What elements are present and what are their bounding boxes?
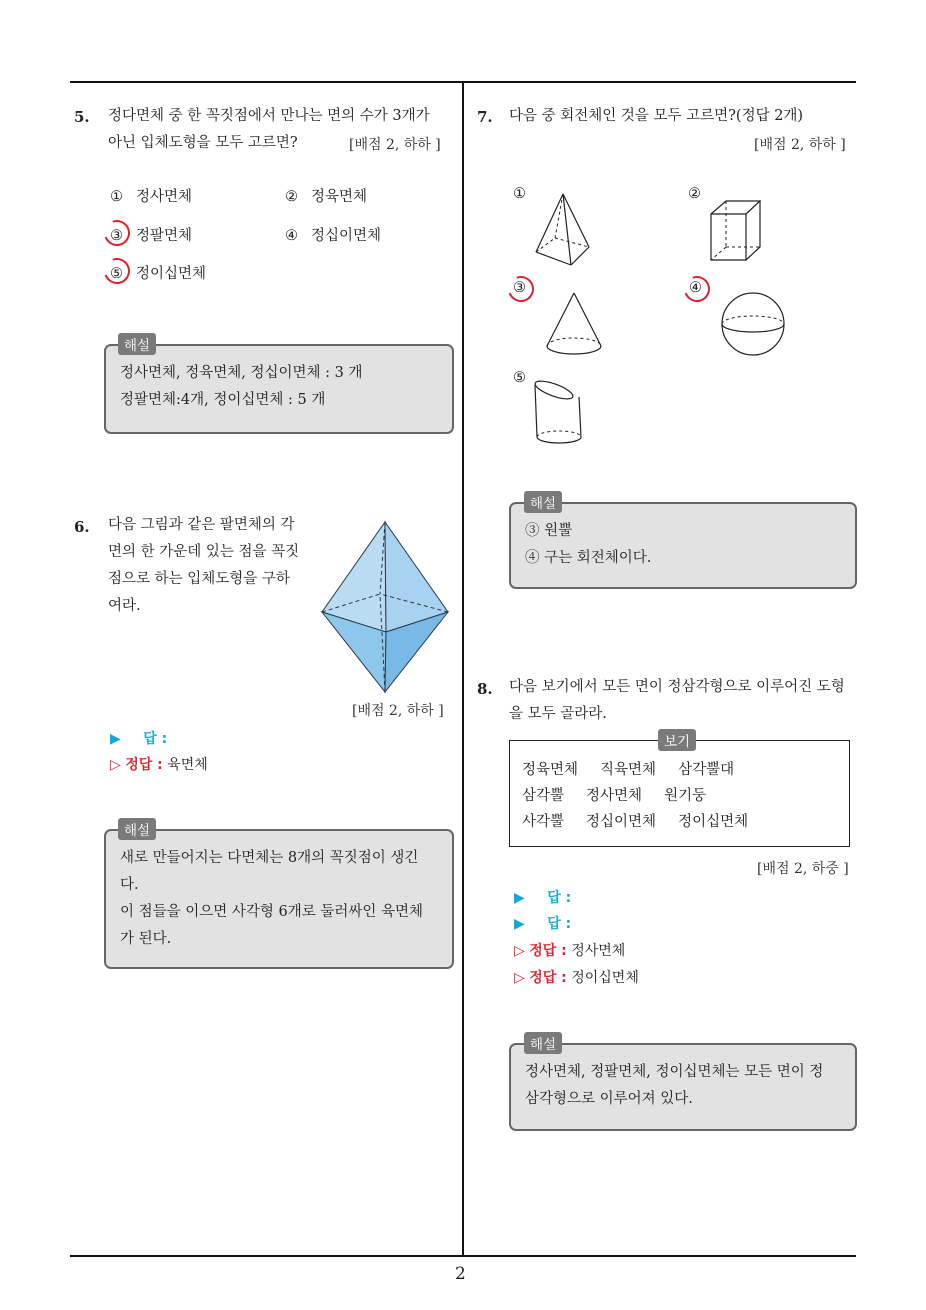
q8-answer-label: 답 : bbox=[547, 916, 572, 932]
q6-correct-label: 정답 : bbox=[125, 757, 163, 773]
q8-text-line1: 다음 보기에서 모든 면이 정삼각형으로 이루어진 도형 bbox=[509, 679, 845, 695]
q8-correct-label: 정답 : bbox=[529, 970, 567, 986]
q7-correct-circle-4 bbox=[680, 272, 715, 307]
q8-answer-row-1 bbox=[514, 887, 571, 907]
bottom-rule bbox=[70, 1255, 856, 1257]
pyramid-figure bbox=[533, 192, 593, 268]
triangle-outline-icon: ▷ bbox=[514, 970, 525, 986]
bogi-item: 정십이면체 bbox=[586, 814, 657, 830]
q8-answer-label: 답 : bbox=[547, 890, 572, 906]
option-mark: ② bbox=[285, 189, 298, 205]
q5-option-1[interactable] bbox=[110, 185, 192, 206]
q6-solution-tab: 해설 bbox=[118, 818, 156, 840]
truncated-cylinder-figure bbox=[532, 380, 588, 446]
q8-correct-row-2 bbox=[514, 967, 639, 987]
q7-figure-mark-1: ① bbox=[513, 186, 526, 202]
q8-solution-line1: 정사면체, 정팔면체, 정이십면체는 모든 면이 정 bbox=[525, 1064, 824, 1080]
option-mark: ④ bbox=[285, 228, 298, 244]
option-label: 정사면체 bbox=[136, 189, 193, 205]
q6-text-line4: 여라. bbox=[108, 598, 141, 614]
q6-solution-line3: 이 점들을 이으면 사각형 6개로 둘러싸인 육면체 bbox=[120, 904, 424, 920]
octahedron-figure bbox=[320, 520, 452, 695]
q6-text-line2: 면의 한 가운데 있는 점을 꼭짓 bbox=[108, 544, 300, 560]
q6-solution-line4: 가 된다. bbox=[120, 931, 172, 947]
q5-correct-circle-5 bbox=[100, 254, 135, 289]
q6-text-line3: 점으로 하는 입체도형을 구하 bbox=[108, 571, 290, 587]
q6-solution-line1: 새로 만들어지는 다면체는 8개의 꼭짓점이 생긴 bbox=[120, 850, 419, 866]
q7-solution-box bbox=[509, 502, 857, 589]
q6-number: 6. bbox=[74, 518, 90, 536]
q8-correct-value-2: 정이십면체 bbox=[571, 970, 639, 986]
q6-solution-box bbox=[104, 829, 454, 969]
q7-solution-line1: ③ 원뿔 bbox=[525, 523, 573, 539]
bogi-item: 사각뿔 bbox=[522, 814, 565, 830]
q8-correct-row-1 bbox=[514, 940, 625, 960]
q6-text-line1: 다음 그림과 같은 팔면체의 각 bbox=[108, 517, 295, 533]
q8-answer-row-2 bbox=[514, 913, 571, 933]
option-label: 정육면체 bbox=[311, 189, 368, 205]
q8-bogi-row-2 bbox=[522, 784, 728, 805]
triangle-filled-icon: ▶ bbox=[514, 890, 525, 906]
q8-bogi-row-3 bbox=[522, 810, 770, 831]
sphere-figure bbox=[720, 291, 786, 357]
q7-figure-mark-2: ② bbox=[688, 186, 701, 202]
option-label: 정이십면체 bbox=[136, 266, 207, 282]
q6-answer-label: 답 : bbox=[143, 731, 168, 747]
option-mark: ⑤ bbox=[110, 266, 123, 282]
bogi-item: 정사면체 bbox=[586, 788, 643, 804]
cone-figure bbox=[543, 290, 605, 360]
q8-correct-label: 정답 : bbox=[529, 943, 567, 959]
option-mark: ① bbox=[110, 189, 123, 205]
q6-question-text bbox=[108, 512, 318, 620]
q8-number: 8. bbox=[477, 680, 493, 698]
q5-correct-circle-3 bbox=[100, 216, 135, 251]
q5-solution-box bbox=[104, 344, 454, 434]
column-divider bbox=[462, 81, 464, 1257]
bogi-item: 삼각뿔 bbox=[522, 788, 565, 804]
q5-text-line2: 아닌 입체도형을 모두 고르면? bbox=[108, 135, 298, 151]
q5-text-line1: 정다면체 중 한 꼭짓점에서 만나는 면의 수가 3개가 bbox=[108, 108, 430, 124]
option-mark: ③ bbox=[110, 228, 123, 244]
cuboid-figure bbox=[706, 198, 766, 264]
q8-text-line2: 을 모두 골라라. bbox=[509, 706, 607, 722]
q6-answer-row bbox=[110, 728, 167, 748]
q7-figure-mark-4: ④ bbox=[689, 280, 702, 296]
option-label: 정팔면체 bbox=[136, 228, 193, 244]
q8-solution-box bbox=[509, 1043, 857, 1131]
q5-solution-line1: 정사면체, 정육면체, 정십이면체 : 3 개 bbox=[120, 365, 363, 381]
q7-figure-mark-3: ③ bbox=[513, 280, 526, 296]
q7-number: 7. bbox=[477, 108, 493, 126]
q8-correct-value-1: 정사면체 bbox=[571, 943, 626, 959]
q8-question-text bbox=[509, 674, 864, 728]
bogi-item: 직육면체 bbox=[600, 762, 657, 778]
q5-solution-line2: 정팔면체:4개, 정이십면체 : 5 개 bbox=[120, 392, 326, 408]
bogi-item: 삼각뿔대 bbox=[678, 762, 735, 778]
triangle-outline-icon: ▷ bbox=[110, 757, 121, 773]
bogi-item: 정육면체 bbox=[522, 762, 579, 778]
q7-solution-line2: ④ 구는 회전체이다. bbox=[525, 550, 652, 566]
q5-solution-tab: 해설 bbox=[118, 333, 156, 355]
q8-bogi-row-1 bbox=[522, 758, 756, 779]
q6-score-meta: [배점 2, 하하 ] bbox=[352, 703, 444, 719]
q7-figure-mark-5: ⑤ bbox=[513, 370, 526, 386]
q7-score-meta: [배점 2, 하하 ] bbox=[754, 137, 846, 153]
q8-bogi-tab: 보기 bbox=[658, 729, 696, 751]
q6-correct-value: 육면체 bbox=[167, 757, 208, 773]
bogi-item: 정이십면체 bbox=[678, 814, 749, 830]
page-number: 2 bbox=[455, 1264, 466, 1284]
bogi-item: 원기둥 bbox=[664, 788, 707, 804]
triangle-outline-icon: ▷ bbox=[514, 943, 525, 959]
q5-option-4[interactable] bbox=[285, 224, 381, 245]
q7-correct-circle-3 bbox=[504, 272, 539, 307]
q7-question-text: 다음 중 회전체인 것을 모두 고르면?(정답 2개) bbox=[509, 108, 804, 124]
q8-solution-tab: 해설 bbox=[524, 1032, 562, 1054]
triangle-filled-icon: ▶ bbox=[514, 916, 525, 932]
q5-number: 5. bbox=[74, 108, 90, 126]
option-label: 정십이면체 bbox=[311, 228, 382, 244]
q5-option-2[interactable] bbox=[285, 185, 367, 206]
triangle-filled-icon: ▶ bbox=[110, 731, 121, 747]
q6-correct-row bbox=[110, 754, 208, 774]
q7-solution-tab: 해설 bbox=[524, 491, 562, 513]
q8-score-meta: [배점 2, 하중 ] bbox=[757, 861, 849, 877]
q8-solution-line2: 삼각형으로 이루어져 있다. bbox=[525, 1091, 693, 1107]
q5-score-meta: [배점 2, 하하 ] bbox=[349, 137, 441, 153]
q6-solution-line2: 다. bbox=[120, 877, 139, 893]
